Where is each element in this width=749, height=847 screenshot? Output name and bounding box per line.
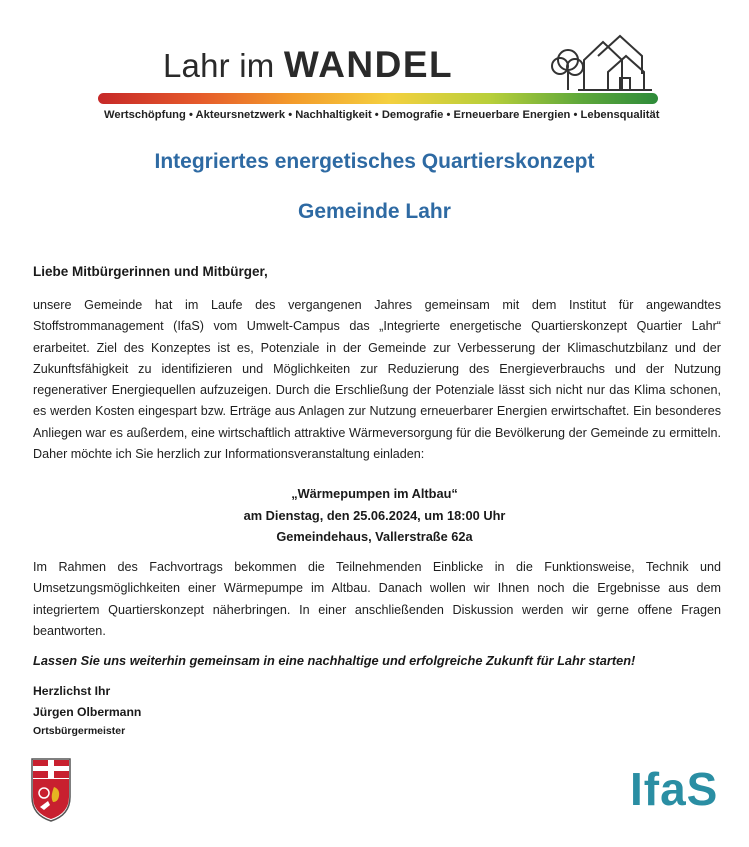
event-details	[0, 483, 749, 548]
houses-and-tree-icon	[548, 32, 658, 92]
logo-text-regular: Lahr im	[163, 47, 284, 84]
logo-gradient-bar	[98, 93, 658, 104]
signer-name: Jürgen Olbermann	[33, 705, 142, 719]
event-date: am Dienstag, den 25.06.2024, um 18:00 Uhr	[243, 507, 506, 523]
logo-text-strong: WANDEL	[283, 44, 454, 85]
signer-title: Ortsbürgermeister	[33, 725, 126, 737]
event-location: Gemeindehaus, Vallerstraße 62a	[276, 529, 473, 544]
logo-tagline: Wertschöpfung • Akteursnetzwerk • Nachhaltigkeit • Demografie • Erneuerbare Energien • Lebensqualität	[104, 109, 660, 121]
event-title: „Wärmepumpen im Altbau“	[291, 486, 458, 501]
letter-paragraph-intro: unsere Gemeinde hat im Laufe des vergangenen Jahres gemeinsam mit dem Institut für angewandtes Stoffstrommanagement (IfaS) vom Umwelt-Campus das „Integrierte energetische Quartierskonzept Quartier Lahr“ erarbeitet. Ziel des Konzeptes ist es, Potenziale in der Gemeinde zur Verbesserung der Klimaschutzbilanz und der Zukunftsfähigkeit zu identifizieren und Möglichkeiten zur Reduzierung des Energieverbrauchs und der Nutzung regenerativer Energiequellen aufzuzeigen. Durch die Erschließung der Potenziale lässt sich nicht nur das Klima schonen, es werden Kosten eingespart bzw. Erträge aus Anlagen zur Nutzung erneuerbarer Energien erwirtschaftet. Ein besonderes Anliegen war es außerdem, eine wirtschaftlich attraktive Wärmeversorgung für die Bevölkerung der Gemeinde zu ermitteln. Daher möchte ich Sie herzlich zur Informationsveranstaltung einladen:	[33, 298, 721, 462]
municipal-coat-of-arms-icon	[30, 757, 72, 823]
letter-greeting: Liebe Mitbürgerinnen und Mitbürger,	[33, 264, 268, 279]
ifas-logo: IfaS	[630, 763, 719, 815]
letter-paragraph-details: Im Rahmen des Fachvortrags bekommen die Teilnehmenden Einblicke in die Funktionsweise, Technik und Umsetzungsmöglichkeiten einer Wärmepumpe im Altbau. Danach wollen wir Ihnen noch die Ergebnisse aus dem integriertem Quartierskonzept näherbringen. In einer anschließenden Diskussion werden wir gerne offene Fragen beantworten.	[33, 560, 721, 638]
logo-wordmark	[163, 44, 453, 86]
page-subtitle: Gemeinde Lahr	[298, 200, 451, 223]
letter-slogan: Lassen Sie uns weiterhin gemeinsam in eine nachhaltige und erfolgreiche Zukunft für Lahr starten!	[33, 653, 636, 668]
page-title: Integriertes energetisches Quartierskonzept	[154, 150, 595, 173]
letter-closing: Herzlichst Ihr	[33, 684, 111, 698]
